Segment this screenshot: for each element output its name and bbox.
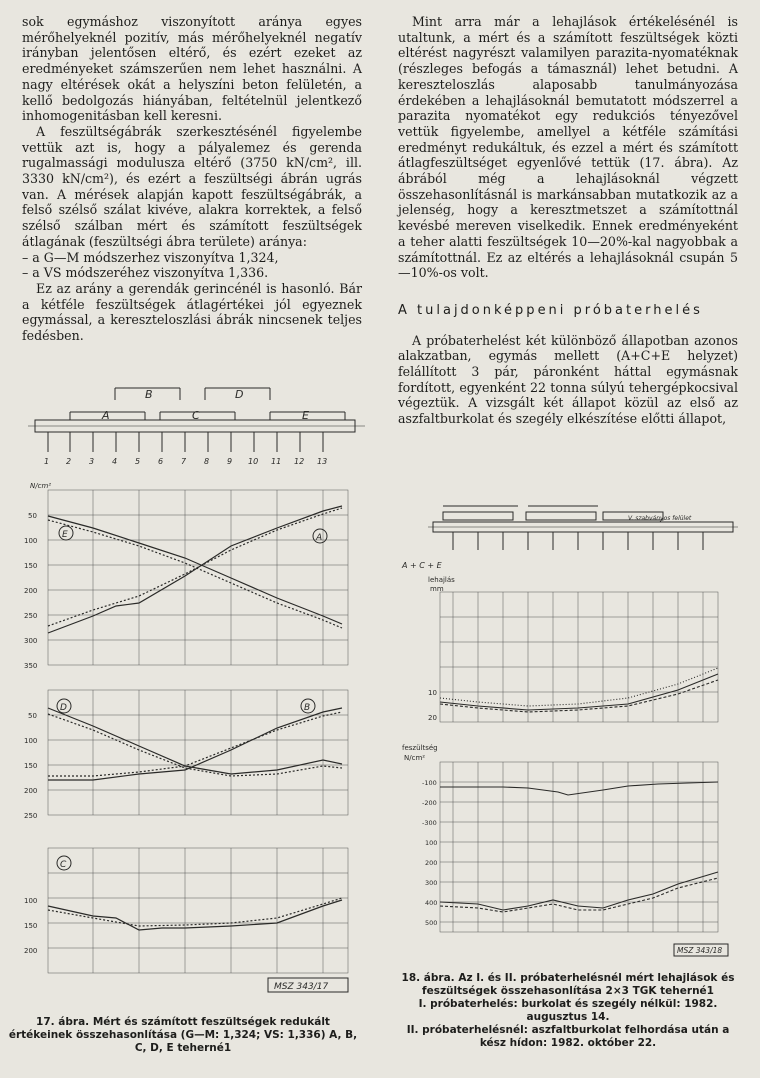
axis-tick: 150	[24, 922, 38, 930]
axis-tick: 350	[24, 662, 38, 670]
axis-tick: 50	[28, 512, 37, 520]
axis-tick: 200	[24, 947, 38, 955]
right-text-column	[398, 14, 738, 427]
axis-tick: -100	[422, 779, 437, 787]
axis-tick: 20	[428, 714, 437, 722]
load-label: D	[235, 388, 244, 401]
deflection-curves	[440, 668, 718, 712]
load-label: C	[192, 409, 200, 422]
axis-label: lehajlás	[428, 576, 455, 584]
axis-tick: 100	[24, 737, 38, 745]
figure-stamp: MSZ 343/17	[274, 982, 329, 992]
left-text-column	[22, 14, 362, 344]
girder-number: 13	[317, 457, 328, 466]
axis-tick: 250	[24, 812, 38, 820]
figure-17-caption: 17. ábra. Mért és számított feszültségek redukált értékeinek összehasonlítása (G—M: 1,324; VS: 1,336) A, B, C, D, E teherné1	[8, 1016, 358, 1054]
curve-label: E	[62, 530, 68, 540]
girder-number: 9	[227, 457, 233, 466]
load-case-label: A + C + E	[402, 561, 442, 570]
curve-label: C	[60, 860, 67, 870]
girder-number: 3	[89, 457, 95, 466]
stress-curves	[440, 782, 718, 912]
axis-tick: 300	[24, 637, 38, 645]
axis-tick: 200	[24, 587, 38, 595]
axis-tick: 10	[428, 689, 437, 697]
unit-label: N/cm²	[404, 754, 426, 762]
axis-label: feszültség	[402, 744, 438, 752]
girder-number: 2	[66, 457, 72, 466]
axis-tick: 300	[425, 879, 438, 887]
axis-tick: 100	[24, 897, 38, 905]
curve-label: A	[316, 533, 323, 543]
axis-tick: 200	[24, 787, 38, 795]
load-label: E	[302, 409, 309, 422]
unit-label: N/cm²	[30, 482, 52, 490]
axis-tick: 400	[425, 899, 438, 907]
axis-tick: 150	[24, 562, 38, 570]
deflection-grid	[440, 592, 718, 722]
girder-number: 6	[158, 457, 164, 466]
axis-tick: 100	[425, 839, 438, 847]
surface-label: V. szabványos felület	[628, 515, 692, 522]
axis-tick: 150	[24, 762, 38, 770]
panel-1-grid	[48, 490, 348, 665]
figure-17	[20, 378, 365, 1018]
curve-label: D	[60, 703, 67, 713]
figure-stamp: MSZ 343/18	[677, 946, 723, 955]
axis-tick: 500	[425, 919, 438, 927]
unit-label: mm	[430, 585, 444, 593]
girder-ticks	[48, 432, 323, 452]
girder-number: 12	[294, 457, 305, 466]
load-label: B	[145, 388, 153, 401]
paragraph: A próbaterhelést két különböző állapotban azonos alakzatban, egymás mellett (A+C+E helyzet) feláll͏ított 3 pár, páronként háttal egymásnak fordított, egyenként 22 tonna súlyú tehergépkocsival végeztük. A vizsgált két állapot közül az első az aszfaltburkolat és szegély elkészítése előtti állapot,	[398, 332, 738, 427]
girder-number: 8	[204, 457, 210, 466]
caption-line: I. próbaterhelés: burkolat és szegély nélkül: 1982. augusztus 14.	[418, 998, 718, 1023]
list-item: – a VS módszeréhez viszonyítva 1,336.	[22, 265, 269, 281]
figure-18-caption	[392, 972, 744, 1050]
girder-number: 5	[135, 457, 141, 466]
axis-tick: -200	[422, 799, 437, 807]
load-diagram	[428, 506, 738, 550]
caption-line: 18. ábra. Az I. és II. próbaterhelésnél mért lehajlások és feszültségek összehasonlítása 2×3 TGK teherné1	[401, 972, 735, 997]
axis-tick: 200	[425, 859, 438, 867]
girder-number: 4	[112, 457, 118, 466]
figure-18	[398, 492, 743, 970]
axis-tick: 50	[28, 712, 37, 720]
girder-number: 1	[44, 457, 50, 466]
paragraph: A feszültségábrák szerkesztésénél figyelembe vettük azt is, hogy a pályalemez és gerenda rugalmassági modulusza eltérő (3750 kN/cm², ill. 3330 kN/cm²), és ezért a feszültségi ábrán ugrás van. A mérések alapján kapott feszültségábrák, a felső szélső szálat kivéve, alakra korrektek, a felső szélső szálban mért és számított feszültségek átlagának (feszültségi ábra területe) aránya:	[22, 123, 362, 249]
load-label: A	[102, 409, 110, 422]
girder-number: 10	[248, 457, 259, 466]
list-item: – a G—M módszerhez viszonyítva 1,324,	[22, 249, 279, 265]
paragraph: Mint arra már a lehajlások értékelésénél is utaltunk, a mért és a számított feszültségek közti eltérést nagyrészt valamilyen parazita-nyomatéknak (részleges befogás a támasznál) lehet betudni. A kereszteloszlás alaposabb tanulmányozása érdekében a lehajlásoknál bemutatott módszerrel a parazita nyomatékot egy redukciós tényezővel vettük figyelembe, amellyel a kétféle számítási eredményt redukáltuk, és ezzel a mért és számított átlagfeszültséget egyenlővé tettük (17. ábra). Az ábrából még a lehajlásoknál végzett összehasonlításnál is markánsabban mutatkozik az a jelenség, hogy a keresztmetszet a számítottnál kevésbé mereven viselkedik. Ennek eredményeként a teher alatti feszültségek 10—20%-kal nagyobbak a számítottnál. Ez az eltérés a lehajlásoknál csupán 5—10%-os volt.	[398, 14, 738, 281]
paragraph: sok egymáshoz viszonyított aránya egyes mérőhelyeknél pozitív, más mérőhelyeknél negatív irányban jelentősen eltérő, és ezért ezeket az eredményeket számszerűen nem lehet használni. A nagy eltérések okát a helyszíni beton felületén, a kellő bedolgozás hiányában, feltételnül jelentkező inhomogenitásban kell keresni.	[22, 14, 362, 124]
panel-2-grid	[48, 690, 348, 815]
caption-line: II. próbaterhelésnél: aszfaltburkolat felhordása után a kész hídon: 1982. október 22.	[406, 1024, 730, 1049]
panel-2-curves	[48, 708, 342, 780]
paragraph: Ez az arány a gerendák gerincénél is hasonló. Bár a kétféle feszültségek átlagértékei jól egyeznek egymással, a kereszteloszlási ábrák nincsenek teljes fedésben.	[22, 280, 362, 344]
axis-tick: 100	[24, 537, 38, 545]
curve-label: B	[304, 703, 311, 713]
axis-tick: -300	[422, 819, 437, 827]
panel-1-curves	[48, 506, 342, 633]
girder-number: 7	[181, 457, 187, 466]
girder-number: 11	[271, 457, 282, 466]
axis-tick: 250	[24, 612, 38, 620]
panel-3-curves	[48, 898, 342, 930]
section-heading: A tulajdonképpeni próbaterhelés	[398, 302, 703, 318]
